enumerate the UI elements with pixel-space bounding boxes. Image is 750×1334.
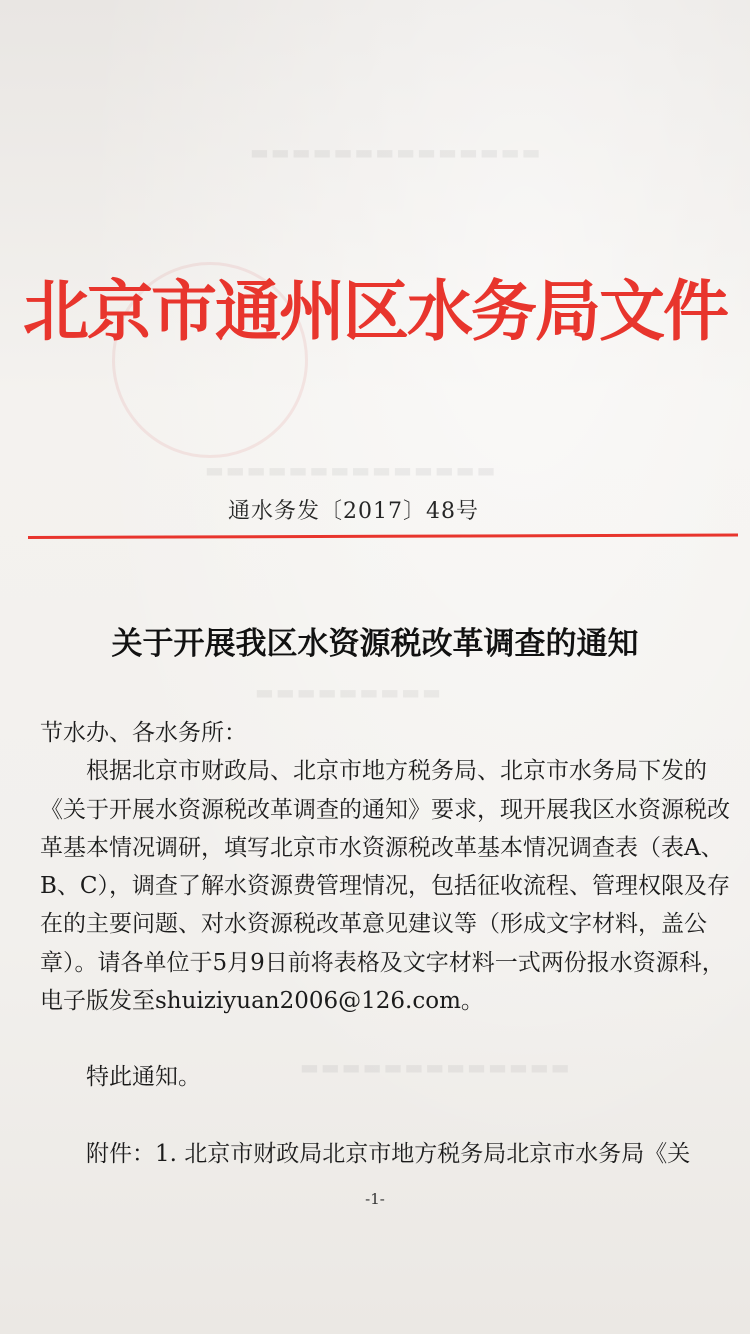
closing-line: 特此通知。 xyxy=(86,1064,201,1091)
notice-title: 关于开展我区水资源税改革调查的通知 xyxy=(111,626,639,662)
bleed-through-mark: ▬▬▬▬▬▬▬▬▬ xyxy=(255,680,444,704)
document-number: 通水务发〔2017〕48号 xyxy=(228,499,479,524)
bleed-through-mark: ▬▬▬▬▬▬▬▬▬▬▬▬▬ xyxy=(300,1055,572,1079)
document-header-title: 北京市通州区水务局文件 xyxy=(23,273,727,350)
addressee-line: 节水办、各水务所： xyxy=(40,720,247,746)
bleed-through-mark: ▬▬▬▬▬▬▬▬▬▬▬▬▬▬ xyxy=(250,140,543,164)
attachment-line: 附件：1. 北京市财政局北京市地方税务局北京市水务局《关 xyxy=(86,1140,691,1167)
paragraph-spacer xyxy=(40,1020,730,1058)
bleed-through-mark: ▬▬▬▬▬▬▬▬▬▬▬▬▬▬ xyxy=(205,458,498,482)
paragraph-spacer xyxy=(40,1097,730,1135)
body-paragraph: 根据北京市财政局、北京市地方税务局、北京市水务局下发的《关于开展水资源税改革调查的通知》要求，现开展我区水资源税改革基本情况调研，填写北京市水资源税改革基本情况调查表（表A、B、C），调查了解水资源费管理情况，包括征收流程、管理权限及存在的主要问题、对水资源税改革意见建议等（形成文字材料，盖公章）。请各单位于5月9日前将表格及文字材料一式两份报水资源科，电子版发至shuiziyuan2006@126.com。 xyxy=(40,758,730,1015)
page-number: -1- xyxy=(365,1190,385,1208)
document-body xyxy=(40,714,730,1173)
red-header-divider xyxy=(28,534,738,539)
